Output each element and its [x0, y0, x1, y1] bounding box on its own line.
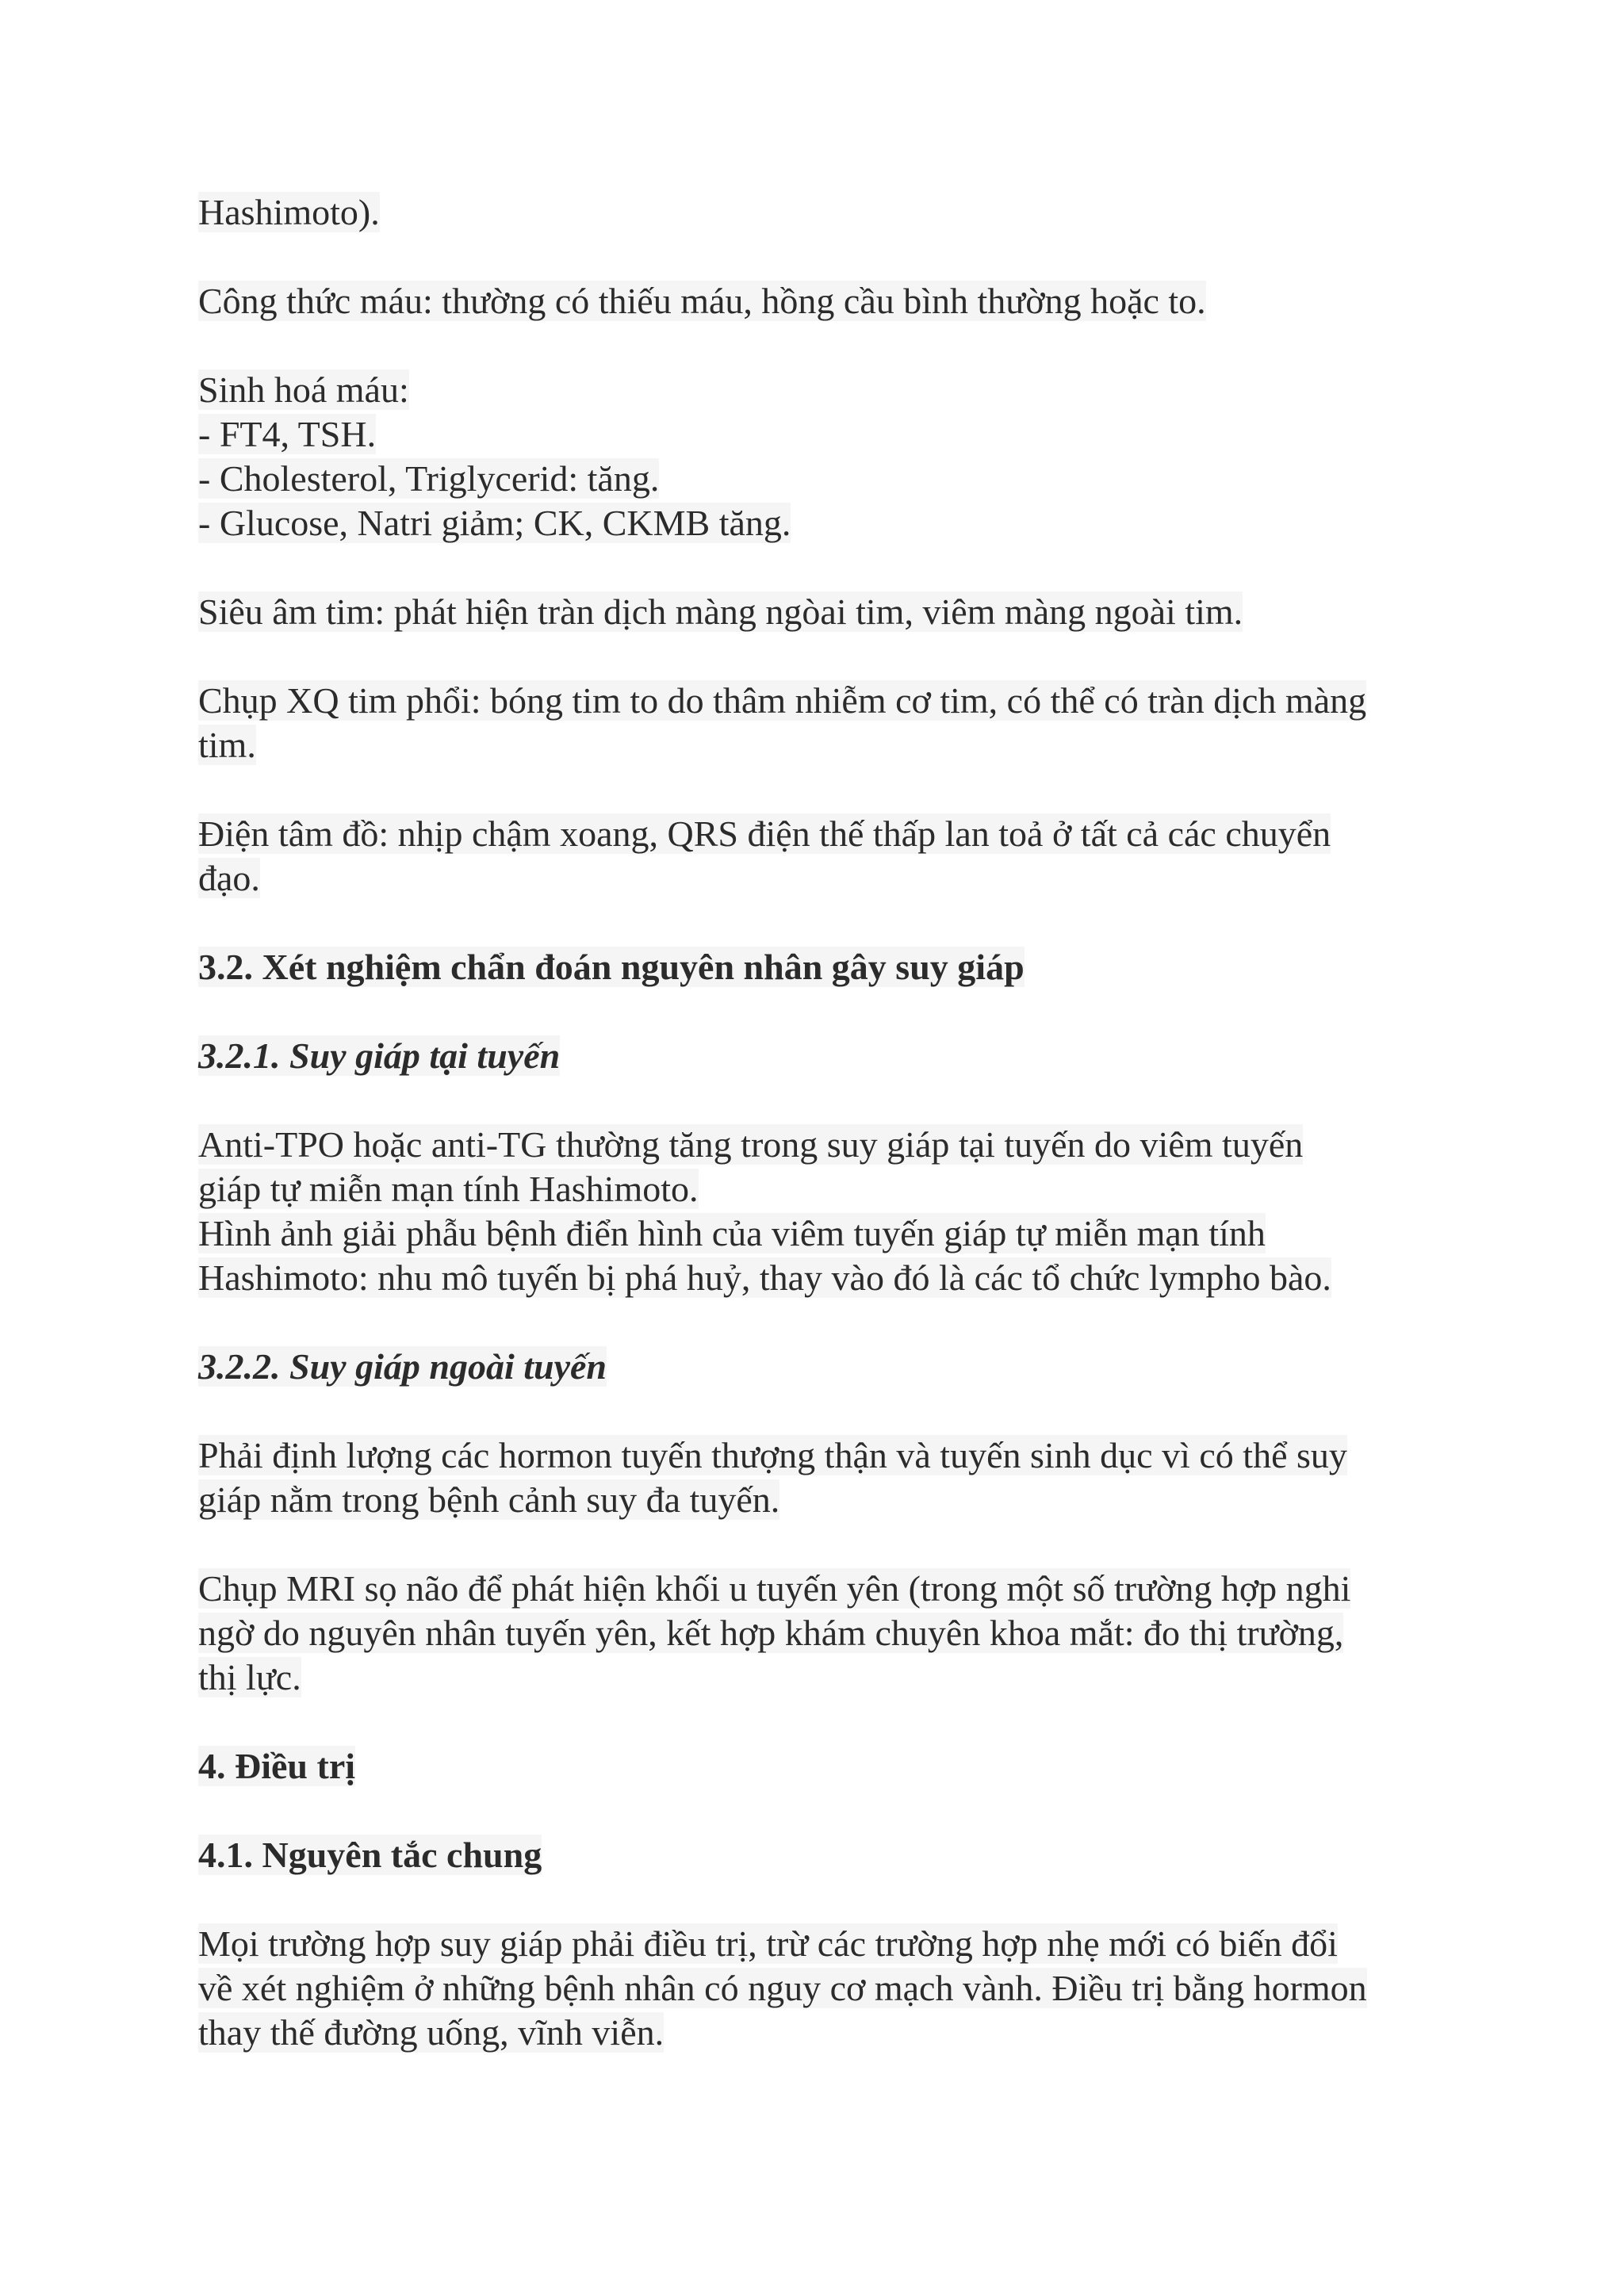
text-line: về xét nghiệm ở những bệnh nhân có nguy cơ mạch vành. Điều trị bằng hormon	[198, 1968, 1367, 2008]
list-item: - FT4, TSH.	[198, 414, 377, 454]
text-line: Sinh hoá máu:	[198, 369, 409, 410]
paragraph-hormone-quantification	[198, 1433, 1467, 1522]
subsection-heading-3-2-2	[198, 1345, 1467, 1389]
text-line: Chụp MRI sọ não để phát hiện khối u tuyến yên (trong một số trường hợp nghi	[198, 1568, 1351, 1609]
text-line: Hashimoto: nhu mô tuyến bị phá huỷ, thay vào đó là các tổ chức lympho bào.	[198, 1257, 1331, 1298]
text-line: Hình ảnh giải phẫu bệnh điển hình của viêm tuyến giáp tự miễn mạn tính	[198, 1213, 1266, 1253]
text-line: ngờ do nguyên nhân tuyến yên, kết hợp khám chuyên khoa mắt: đo thị trường,	[198, 1613, 1344, 1653]
text-line: Phải định lượng các hormon tuyến thượng thận và tuyến sinh dục vì có thể suy	[198, 1435, 1347, 1475]
paragraph-antibodies	[198, 1123, 1467, 1300]
heading-text: 4.1. Nguyên tắc chung	[198, 1835, 542, 1875]
text-line: Anti-TPO hoặc anti-TG thường tăng trong suy giáp tại tuyến do viêm tuyến	[198, 1124, 1304, 1165]
text-line: Mọi trường hợp suy giáp phải điều trị, trừ các trường hợp nhẹ mới có biến đổi	[198, 1923, 1338, 1964]
subsection-heading-3-2-1	[198, 1034, 1467, 1078]
text-line: Chụp XQ tim phổi: bóng tim to do thâm nhiễm cơ tim, có thể có tràn dịch màng	[198, 680, 1367, 721]
paragraph-mri	[198, 1567, 1467, 1700]
paragraph-blood-chemistry	[198, 368, 1467, 545]
text-line: thay thế đường uống, vĩnh viễn.	[198, 2012, 665, 2053]
paragraph-echocardiography	[198, 590, 1467, 634]
text-line: Siêu âm tim: phát hiện tràn dịch màng ngòai tim, viêm màng ngoài tim.	[198, 591, 1243, 632]
text-line: thị lực.	[198, 1657, 301, 1697]
section-heading-3-2	[198, 945, 1467, 989]
section-heading-4-1	[198, 1833, 1467, 1877]
list-item: - Glucose, Natri giảm; CK, CKMB tăng.	[198, 503, 791, 543]
section-heading-4	[198, 1744, 1467, 1789]
list-item: - Cholesterol, Triglycerid: tăng.	[198, 458, 660, 499]
paragraph-blood-count	[198, 279, 1467, 323]
text-line: đạo.	[198, 858, 260, 898]
heading-text: 3.2. Xét nghiệm chẩn đoán nguyên nhân gây suy giáp	[198, 947, 1025, 987]
text-line: tim.	[198, 725, 256, 765]
heading-text: 4. Điều trị	[198, 1746, 356, 1786]
document-body	[198, 190, 1467, 2099]
heading-text: 3.2.2. Suy giáp ngoài tuyến	[198, 1346, 607, 1387]
paragraph-hashimoto-end	[198, 190, 1467, 235]
paragraph-ecg	[198, 812, 1467, 901]
text-line: Điện tâm đồ: nhịp chậm xoang, QRS điện thế thấp lan toả ở tất cả các chuyển	[198, 813, 1331, 854]
text-line: giáp nằm trong bệnh cảnh suy đa tuyến.	[198, 1479, 780, 1520]
paragraph-treatment-principles	[198, 1922, 1467, 2055]
text-line: giáp tự miễn mạn tính Hashimoto.	[198, 1169, 699, 1209]
text-line: Công thức máu: thường có thiếu máu, hồng cầu bình thường hoặc to.	[198, 281, 1206, 321]
text-line: Hashimoto).	[198, 192, 380, 232]
heading-text: 3.2.1. Suy giáp tại tuyến	[198, 1035, 561, 1076]
paragraph-chest-xray	[198, 679, 1467, 767]
